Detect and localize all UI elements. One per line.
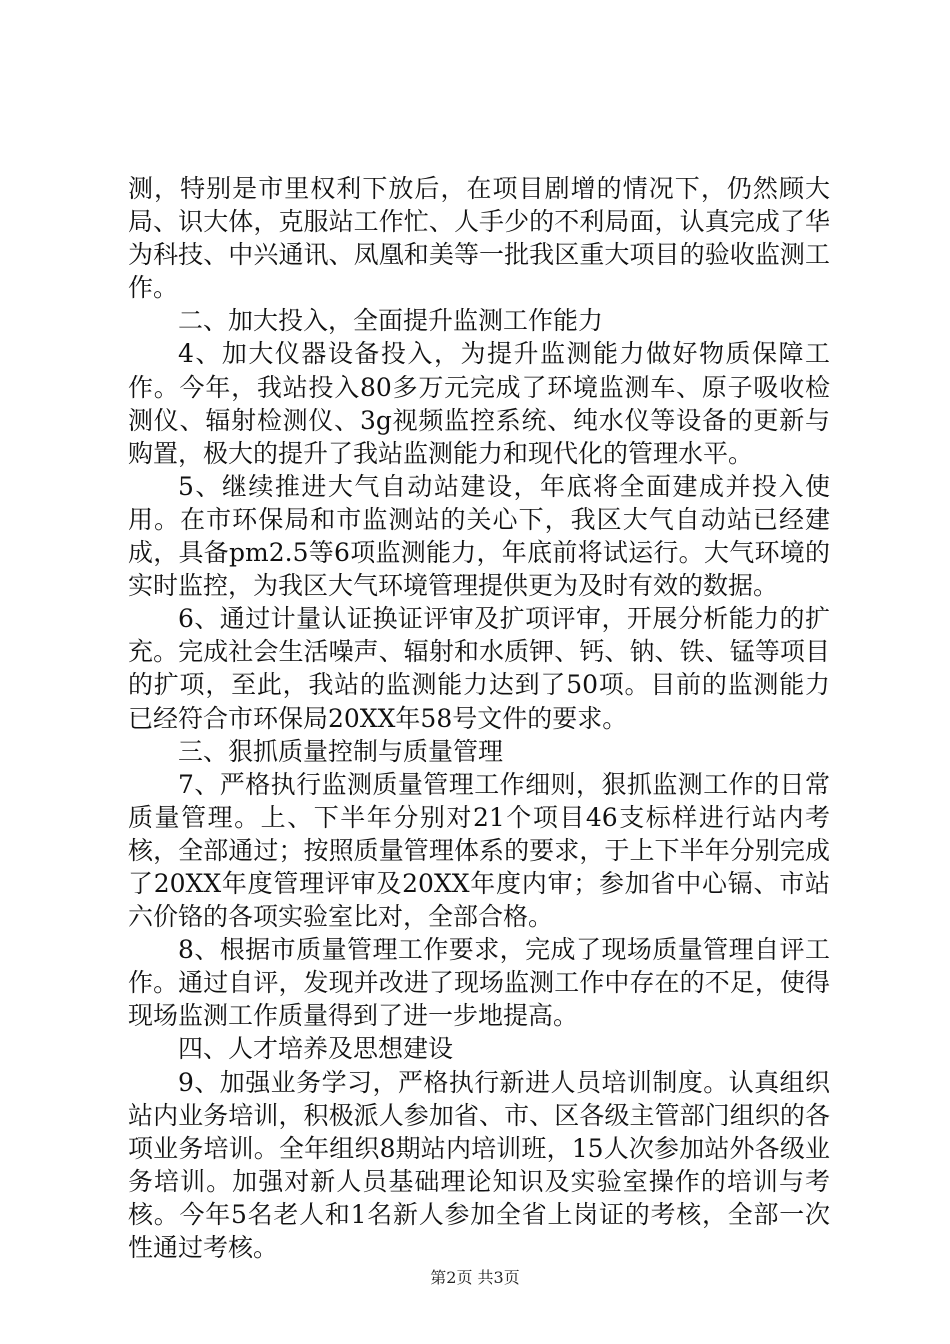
- paragraph-item-5: 5、继续推进大气自动站建设，年底将全面建成并投入使用。在市环保局和市监测站的关心下，我区大气自动站已经建成，具备pm2.5等6项监测能力，年底前将试运行。大气环境的实时监控，为我区大气环境管理提供更为及时有效的数据。: [128, 471, 830, 601]
- section-heading-4: 四、人才培养及思想建设: [178, 1034, 454, 1064]
- document-body: [128, 172, 830, 1264]
- paragraph-item-4: 4、加大仪器设备投入，为提升监测能力做好物质保障工作。今年，我站投入80多万元完成了环境监测车、原子吸收检测仪、辐射检测仪、3g视频监控系统、纯水仪等设备的更新与购置，极大的提升了我站监测能力和现代化的管理水平。: [128, 339, 830, 468]
- page-number-footer: 第2页 共3页: [430, 1268, 520, 1287]
- section-heading-2: 二、加大投入，全面提升监测工作能力: [178, 306, 604, 336]
- paragraph-item-6: 6、通过计量认证换证评审及扩项评审，开展分析能力的扩充。完成社会生活噪声、辐射和水质钾、钙、钠、铁、锰等项目的扩项，至此，我站的监测能力达到了50项。目前的监测能力已经符合市环保局20XX年58号文件的要求。: [128, 604, 830, 733]
- paragraph-item-9: 9、加强业务学习，严格执行新进人员培训制度。认真组织站内业务培训，积极派人参加省、市、区各级主管部门组织的各项业务培训。全年组织8期站内培训班，15人次参加站外各级业务培训。加强对新人员基础理论知识及实验室操作的培训与考核。今年5名老人和1名新人参加全省上岗证的考核，全部一次性通过考核。: [128, 1067, 830, 1262]
- paragraph-item-8: 8、根据市质量管理工作要求，完成了现场质量管理自评工作。通过自评，发现并改进了现场监测工作中存在的不足，使得现场监测工作质量得到了进一步地提高。: [128, 935, 830, 1031]
- section-heading-3: 三、狠抓质量控制与质量管理: [178, 736, 504, 766]
- paragraph-item-7: 7、严格执行监测质量管理工作细则，狠抓监测工作的日常质量管理。上、下半年分别对21个项目46支标样进行站内考核，全部通过；按照质量管理体系的要求，于上下半年分别完成了20XX年度管理评审及20XX年度内审；参加省中心镉、市站六价铬的各项实验室比对，全部合格。: [128, 769, 830, 932]
- paragraph-continuation: 测，特别是市里权利下放后，在项目剧增的情况下，仍然顾大局、识大体，克服站工作忙、人手少的不利局面，认真完成了华为科技、中兴通讯、凤凰和美等一批我区重大项目的验收监测工作。: [128, 174, 830, 303]
